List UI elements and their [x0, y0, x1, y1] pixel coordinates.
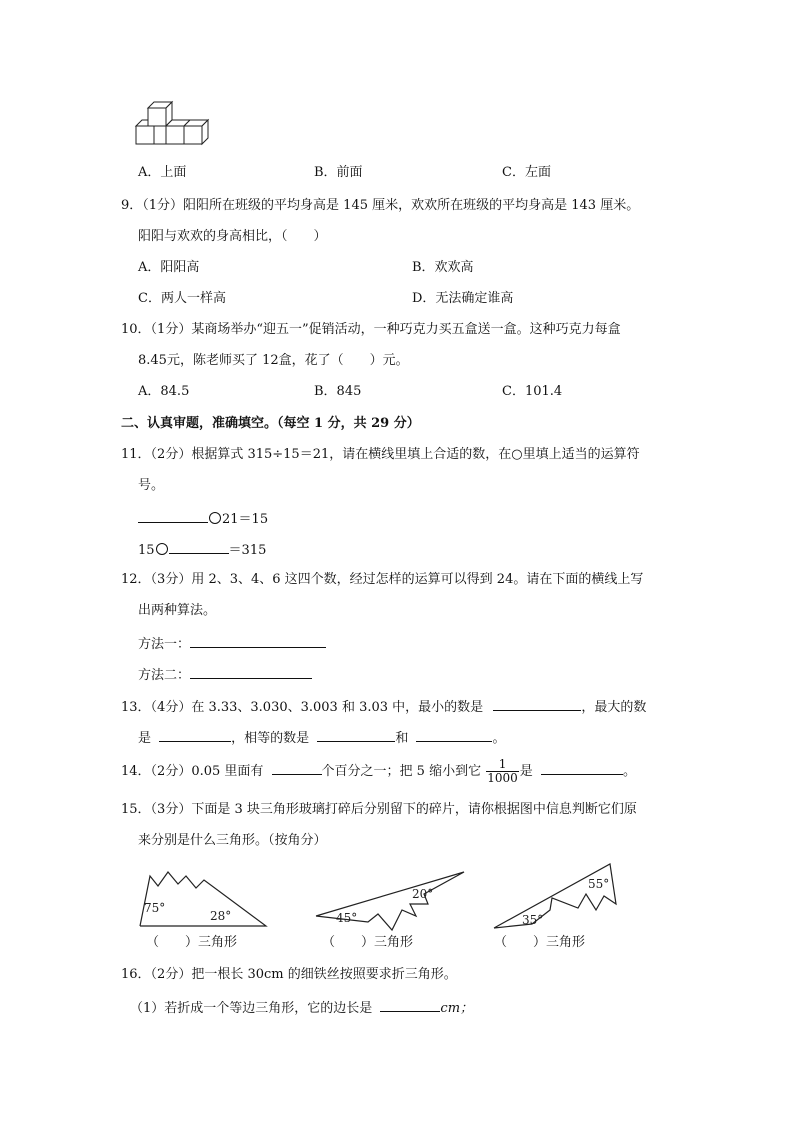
q13-line1: 13．（4分）在 3.33、3.030、3.003 和 3.03 中，最小的数是 ，最大的数 — [121, 696, 646, 717]
q10-option-c: C．101.4 — [502, 384, 563, 399]
q15-stem-line2: 来分别是什么三角形。（按角分） — [138, 833, 327, 848]
q15-caption-3: （ ）三角形 — [494, 935, 586, 950]
cube-stack-figure — [128, 96, 218, 152]
q11-equation-2: 15 ＝315 — [138, 539, 266, 560]
q15-caption-2: （ ）三角形 — [322, 935, 414, 950]
angle-label-t2b: 20° — [412, 887, 434, 901]
q9-stem-line1: 9．（1分）阳阳所在班级的平均身高是 145 厘米，欢欢所在班级的平均身高是 143 厘米。 — [121, 198, 640, 213]
fraction: $\frac{1}{1000}$ — [487, 757, 518, 785]
angle-label-t3b: 55° — [588, 877, 610, 891]
answer-blank[interactable] — [159, 727, 231, 742]
q10-option-a: A．84.5 — [138, 384, 190, 399]
answer-blank[interactable] — [541, 760, 623, 775]
q11-stem-line1: 11．（2分）根据算式 315÷15＝21，请在横线里填上合适的数，在○里填上适当的运算符 — [121, 447, 640, 462]
angle-label-t1b: 28° — [210, 909, 232, 923]
section-heading: 二、认真审题，准确填空。（每空 1 分，共 29 分） — [121, 416, 420, 431]
q14-line: 14．（2分）0.05 里面有 个百分之一；把 5 缩小到它 $\frac{1}{1000}$ 是 。 — [121, 757, 636, 785]
answer-blank[interactable] — [493, 696, 581, 711]
answer-blank[interactable] — [272, 760, 322, 775]
q11-stem-line2: 号。 — [138, 478, 165, 493]
q16-stem: 16．（2分）把一根长 30cm 的细铁丝按照要求折三角形。 — [121, 967, 457, 982]
operator-circle[interactable] — [156, 543, 168, 555]
q15-stem-line1: 15．（3分）下面是 3 块三角形玻璃打碎后分别留下的碎片，请你根据图中信息判断它们原 — [121, 802, 637, 817]
q10-stem-line1: 10．（1分）某商场举办“迎五一”促销活动，一种巧克力买五盒送一盒。这种巧克力每盒 — [121, 322, 621, 337]
angle-label-t3a: 35° — [522, 913, 544, 927]
q13-line2: 是 ，相等的数是 和 。 — [138, 727, 505, 748]
q12-stem-line1: 12．（3分）用 2、3、4、6 这四个数，经过怎样的运算可以得到 24。请在下面的横线上写 — [121, 572, 644, 587]
triangle-fragment-3 — [494, 864, 616, 928]
q9-option-c: C．两人一样高 — [138, 291, 226, 306]
angle-label-t1a: 75° — [144, 901, 166, 915]
triangle-fragment-1 — [140, 872, 266, 926]
q10-stem-line2: 8.45元，陈老师买了 12盒，花了（ ）元。 — [138, 353, 409, 368]
answer-blank[interactable] — [380, 997, 440, 1012]
q8-option-a: A．上面 — [138, 165, 187, 180]
q10-option-b: B．845 — [314, 384, 362, 399]
q16-sub1: （1）若折成一个等边三角形，它的边长是 cm； — [130, 997, 473, 1018]
q9-option-d: D．无法确定谁高 — [412, 291, 514, 306]
q9-option-b: B．欢欢高 — [412, 260, 474, 275]
triangle-fragments-figure — [120, 858, 640, 938]
q9-option-a: A．阳阳高 — [138, 260, 200, 275]
q8-option-b: B．前面 — [314, 165, 363, 180]
operator-circle[interactable] — [209, 512, 221, 524]
answer-blank[interactable] — [169, 539, 229, 554]
q12-stem-line2: 出两种算法。 — [138, 603, 217, 618]
answer-blank[interactable] — [317, 727, 395, 742]
answer-blank[interactable] — [190, 633, 326, 648]
q8-option-c: C．左面 — [502, 165, 551, 180]
q15-caption-1: （ ）三角形 — [146, 935, 238, 950]
answer-blank[interactable] — [416, 727, 492, 742]
q12-method-2: 方法二： — [138, 664, 312, 685]
q11-equation-1: 21＝15 — [138, 508, 268, 529]
answer-blank[interactable] — [138, 508, 208, 523]
answer-blank[interactable] — [190, 664, 312, 679]
angle-label-t2a: 45° — [336, 911, 358, 925]
q9-stem-line2: 阳阳与欢欢的身高相比，（ ） — [138, 229, 327, 244]
q12-method-1: 方法一： — [138, 633, 326, 654]
